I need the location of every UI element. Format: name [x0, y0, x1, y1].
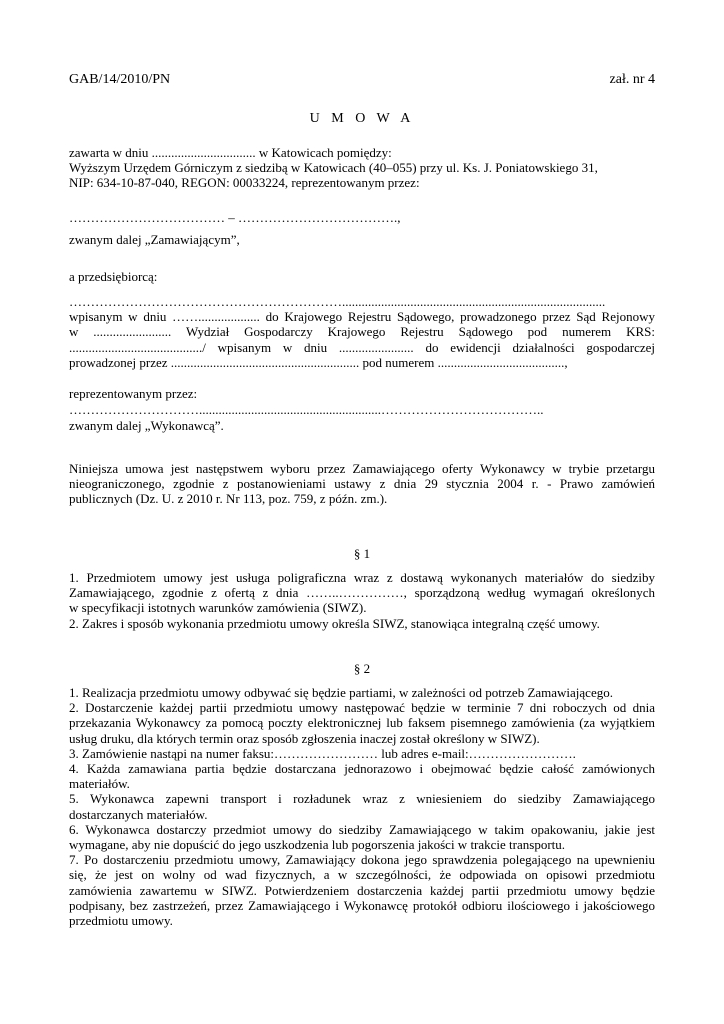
intro-block	[69, 145, 655, 191]
section-2-line: przekazania Wykonawcy za pomocą poczty elektronicznej lub faksem pisemnego zamówienia (za wyjątkiem	[69, 715, 655, 731]
section-2-heading: § 2	[353, 661, 371, 676]
contractor-line: ……………………………………………………….................................................................................	[69, 294, 606, 309]
preamble-line: nieograniczonego, zgodnie z postanowieniami ustawy z dnia 29 stycznia 2004 r. - Prawo zamówień	[69, 476, 655, 492]
section-2-body	[69, 685, 655, 928]
contractor-line: ........................................./ wpisanym w dniu ....................... do ewidencji działalności gospodarczej	[69, 339, 655, 355]
section-2-line: 7. Po dostarczeniu przedmiotu umowy, Zamawiający dokona jego sprawdzenia polegającego na upewnieniu	[69, 852, 655, 868]
section-2-line: się, że jest on wolny od wad fizycznych, a w szczególności, że odpowiada on opisowi przedmiotu	[69, 867, 655, 883]
section-2-line: przedmiotu umowy.	[69, 913, 173, 929]
section-1-line: Zamawiającego, zgodnie z ofertą z dnia ……..……………, sporządzoną według wymagań określonych	[69, 585, 655, 601]
preamble-line: publicznych (Dz. U. z 2010 r. Nr 113, poz. 759, z późn. zm.).	[69, 491, 388, 507]
section-2-line: usług druku, dla których termin oraz sposób zgłoszenia inaczej został określony w SIWZ).	[69, 730, 540, 746]
section-1-heading: § 1	[353, 546, 371, 561]
section-2-line: wymagane, aby nie dopuścić do jego uszkodzenia lub pogorszenia jakości w trakcie transportu.	[69, 837, 566, 853]
section-1-line: 1. Przedmiotem umowy jest usługa poligraficzna wraz z dostawą wykonanych materiałów do siedziby	[69, 570, 655, 585]
section-2-line: 6. Wykonawca dostarczy przedmiot umowy do siedziby Zamawiającego w takim opakowaniu, jakie jest	[69, 821, 655, 837]
ordering-party-alias: zwanym dalej „Zamawiającym”,	[69, 232, 240, 247]
section-2-line: 5. Wykonawca zapewni transport i rozładunek wraz z wniesieniem do siedziby Zamawiającego	[69, 791, 655, 807]
section-2-line: 2. Dostarczenie każdej partii przedmiotu umowy następować będzie w terminie 7 dni roboczych od dnia	[69, 700, 655, 716]
section-2-line: 1. Realizacja przedmiotu umowy odbywać się będzie partiami, w zależności od potrzeb Zamawiającego.	[69, 685, 613, 700]
contractor-block	[69, 294, 655, 370]
reference-number: GAB/14/2010/PN	[69, 72, 171, 87]
contractor-line: prowadzonej przez .......................................................... pod numerem .......................................,	[69, 354, 568, 370]
document-title: U M O W A	[309, 111, 415, 126]
preamble-line: Niniejsza umowa jest następstwem wyboru przez Zamawiającego oferty Wykonawcy w trybie przetargu	[69, 461, 655, 476]
section-1-body	[69, 570, 655, 631]
section-1-line: w specyfikacji istotnych warunków zamówienia (SIWZ).	[69, 600, 367, 616]
section-2-line: dostarczanych materiałów.	[69, 806, 208, 822]
contractor-label: a przedsiębiorcą:	[69, 269, 158, 284]
section-2-line: 4. Każda zamawiana partia będzie dostarczana jednorazowo i obejmować będzie całość zamówionych	[69, 761, 655, 777]
contractor-representative-line: …………………………........................................................………………………………..	[69, 402, 544, 417]
preamble	[69, 461, 655, 507]
contractor-line: w ........................ Wydział Gospodarczy Krajowego Rejestru Sądowego pod numerem KRS:	[69, 324, 655, 340]
section-2-line: materiałów.	[69, 776, 130, 792]
intro-line: Wyższym Urzędem Górniczym z siedzibą w Katowicach (40–055) przy ul. Ks. J. Poniatowskiego 31,	[69, 160, 598, 176]
annex-number: zał. nr 4	[609, 72, 655, 87]
section-2-line: zamówienia zawartemu w SIWZ. Potwierdzeniem dostarczenia każdej partii przedmiotu umowy będzie	[69, 882, 655, 898]
signers-line: ……………………………… – ……………………………….,	[69, 210, 401, 225]
intro-line: NIP: 634-10-87-040, REGON: 00033224, reprezentowanym przez:	[69, 175, 420, 191]
contractor-alias: zwanym dalej „Wykonawcą”.	[69, 418, 224, 433]
section-2-line: 3. Zamówienie nastąpi na numer faksu:…………………… lub adres e-mail:…………………….	[69, 745, 576, 761]
contractor-line: wpisanym w dniu ……................... do Krajowego Rejestru Sądowego, prowadzonego przez Sąd Rejonowy	[69, 309, 655, 325]
section-2-line: podpisany, bez zastrzeżeń, przez Zamawiającego i Wykonawcę protokół odbioru ilościowego i jakościowego	[69, 897, 655, 913]
contractor-representative-label: reprezentowanym przez:	[69, 386, 198, 401]
section-1-line: 2. Zakres i sposób wykonania przedmiotu umowy określa SIWZ, stanowiąca integralną część umowy.	[69, 615, 600, 631]
intro-line: zawarta w dniu ................................ w Katowicach pomiędzy:	[69, 145, 392, 160]
